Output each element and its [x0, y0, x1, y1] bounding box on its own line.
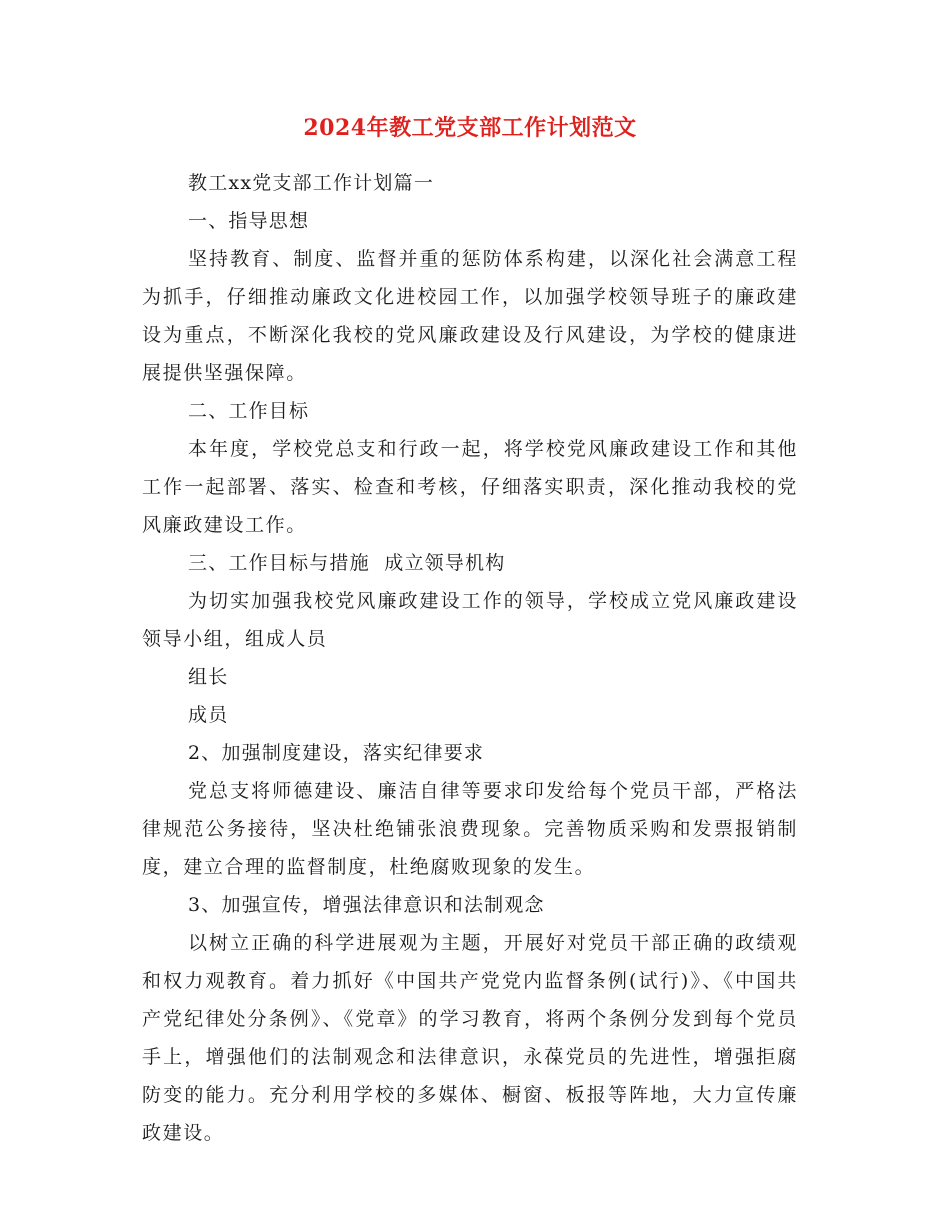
section-heading: 三、工作目标与措施 成立领导机构 [188, 552, 506, 574]
paragraph: 本年度，学校党总支和行政一起，将学校党风廉政建设工作和其他工作一起部署、落实、检查和考核，仔细落实职责，深化推动我校的党风廉政建设工作。 [142, 438, 798, 536]
paragraph: 为切实加强我校党风廉政建设工作的领导，学校成立党风廉政建设领导小组，组成人员 [142, 590, 798, 650]
document-page [142, 112, 798, 1152]
list-item: 组长 [188, 666, 229, 688]
section-heading: 二、工作目标 [188, 400, 310, 422]
section-heading: 3、加强宣传，增强法律意识和法制观念 [188, 894, 545, 916]
paragraph: 坚持教育、制度、监督并重的惩防体系构建，以深化社会满意工程为抓手，仔细推动廉政文化进校园工作，以加强学校领导班子的廉政建设为重点，不断深化我校的党风廉政建设及行风建设，为学校的健康进展提供坚强保障。 [142, 248, 798, 384]
paragraph: 党总支将师德建设、廉洁自律等要求印发给每个党员干部，严格法律规范公务接待，坚决杜绝铺张浪费现象。完善物质采购和发票报销制度，建立合理的监督制度，杜绝腐败现象的发生。 [142, 780, 798, 878]
paragraph: 以树立正确的科学进展观为主题，开展好对党员干部正确的政绩观和权力观教育。着力抓好《中国共产党党内监督条例(试行)》、《中国共产党纪律处分条例》、《党章》的学习教育，将两个条例分发到每个党员手上，增强他们的法制观念和法律意识，永葆党员的先进性，增强拒腐防变的能力。充分利用学校的多媒体、橱窗、板报等阵地，大力宣传廉政建设。 [142, 932, 798, 1144]
list-item: 成员 [188, 704, 229, 726]
section-heading: 2、加强制度建设，落实纪律要求 [188, 742, 485, 764]
section-heading: 教工xx党支部工作计划篇一 [188, 172, 435, 194]
document-title: 2024年教工党支部工作计划范文 [303, 115, 637, 141]
section-heading: 一、指导思想 [188, 210, 310, 232]
